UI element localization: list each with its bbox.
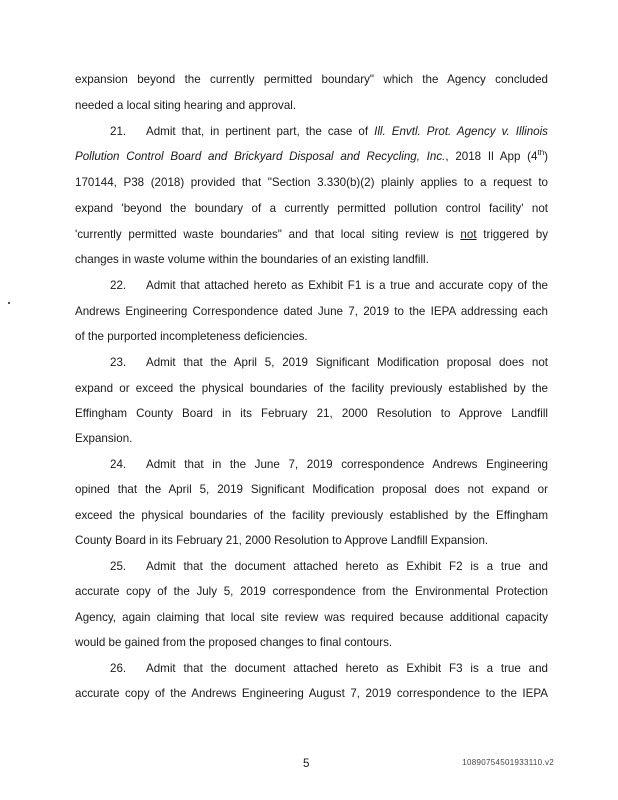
paragraph-21-line-4: expand 'beyond the boundary of a currently permitted pollution control facility' not bbox=[75, 202, 548, 215]
paragraph-24-line-2: opined that the April 5, 2019 Significant Modification proposal does not expand or bbox=[75, 483, 548, 496]
paragraph-23-line-2: expand or exceed the physical boundaries of the facility previously established by the bbox=[75, 382, 548, 395]
paragraph-25-line-3: Agency, again claiming that local site review was required because additional capacity bbox=[75, 611, 548, 624]
paragraph-26-line-1: 26. Admit that the document attached hereto as Exhibit F3 is a true and bbox=[110, 662, 548, 675]
paragraph-23-number: 23. bbox=[110, 356, 127, 369]
paragraph-24-number: 24. bbox=[110, 458, 127, 471]
paragraph-21-number: 21. bbox=[110, 125, 127, 138]
paragraph-21-line-6: changes in waste volume within the boundaries of an existing landfill. bbox=[75, 253, 429, 266]
paragraph-23-line-1: 23. Admit that the April 5, 2019 Significant Modification proposal does not bbox=[110, 356, 548, 369]
paragraph-22-number: 22. bbox=[110, 279, 127, 292]
intro-line-1: expansion beyond the currently permitted boundary" which the Agency concluded bbox=[75, 73, 548, 86]
paragraph-24-line-1: 24. Admit that in the June 7, 2019 correspondence Andrews Engineering bbox=[110, 458, 548, 471]
paragraph-25-line-4: would be gained from the proposed changes to final contours. bbox=[75, 636, 393, 649]
case-name: Ill. Envtl. Prot. Agency v. Illinois bbox=[374, 125, 548, 138]
scan-mark bbox=[8, 302, 10, 304]
paragraph-22-line-2: Andrews Engineering Correspondence dated June 7, 2019 to the IEPA addressing each bbox=[75, 305, 548, 318]
page-number: 5 bbox=[303, 757, 310, 770]
paragraph-23-line-3: Effingham County Board in its February 21, 2000 Resolution to Approve Landfill bbox=[75, 407, 548, 420]
paragraph-25-number: 25. bbox=[110, 560, 127, 573]
intro-line-2: needed a local siting hearing and approval. bbox=[75, 99, 297, 112]
paragraph-24-line-3: exceed the physical boundaries of the facility previously established by the Effingham bbox=[75, 509, 548, 522]
paragraph-26-line-2: accurate copy of the Andrews Engineering August 7, 2019 correspondence to the IEPA bbox=[75, 687, 548, 700]
paragraph-21-line-3: 170144, P38 (2018) provided that "Section 3.330(b)(2) plainly applies to a request to bbox=[75, 176, 548, 189]
paragraph-26-number: 26. bbox=[110, 662, 127, 675]
paragraph-21-line-2: Pollution Control Board and Brickyard Disposal and Recycling, Inc., 2018 Il App (4th) bbox=[75, 150, 548, 163]
paragraph-21-line-5: 'currently permitted waste boundaries" and that local siting review is not triggered by bbox=[75, 228, 548, 241]
paragraph-24-line-4: County Board in its February 21, 2000 Resolution to Approve Landfill Expansion. bbox=[75, 534, 489, 547]
paragraph-21-line-1: 21. Admit that, in pertinent part, the case of Ill. Envtl. Prot. Agency v. Illinois bbox=[110, 125, 548, 138]
paragraph-22-line-3: of the purported incompleteness deficiencies. bbox=[75, 330, 308, 343]
paragraph-25-line-2: accurate copy of the July 5, 2019 correspondence from the Environmental Protection bbox=[75, 585, 548, 598]
paragraph-23-line-4: Expansion. bbox=[75, 432, 133, 445]
document-id: 10890754501933110.v2 bbox=[462, 758, 554, 767]
paragraph-25-line-1: 25. Admit that the document attached hereto as Exhibit F2 is a true and bbox=[110, 560, 548, 573]
paragraph-22-line-1: 22. Admit that attached hereto as Exhibit F1 is a true and accurate copy of the bbox=[110, 279, 548, 292]
